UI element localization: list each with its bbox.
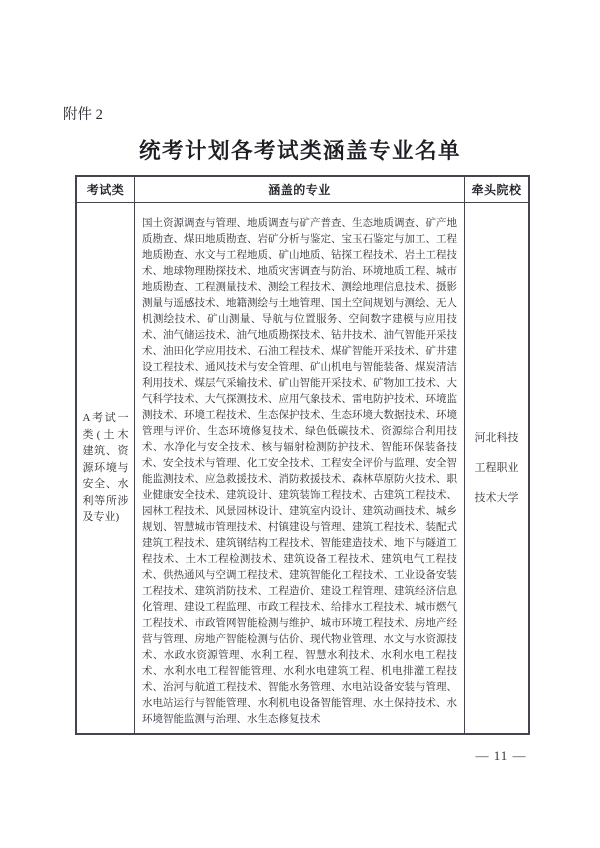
- header-lead-institution: 牵头院校: [471, 183, 522, 197]
- table-row: [77, 203, 528, 733]
- majors-table: [75, 175, 530, 735]
- attachment-label: 附件 2: [63, 107, 103, 123]
- table-header-row: [77, 177, 528, 203]
- covered-majors-text: 国土资源调查与管理、地质调查与矿产普查、生态地质调查、矿产地质勘查、煤田地质勘查、岩矿分析与鉴定、宝玉石鉴定与加工、工程地质勘查、水文与工程地质、矿山地质、钻探工程技术、岩土工程技术、地球物理勘探技术、地质灾害调查与防治、环境地质工程、城市地质勘查、工程测量技术、测绘工程技术、测绘地理信息技术、摄影测量与遥感技术、地籍测绘与土地管理、国土空间规划与测绘、无人机测绘技术、矿山测量、导航与位置服务、空间数字建模与应用技术、油气储运技术、油气地质勘探技术、钻井技术、油气智能开采技术、油田化学应用技术、石油工程技术、煤矿智能开采技术、矿井建设工程技术、通风技术与安全管理、矿山机电与智能装备、煤炭清洁利用技术、煤层气采输技术、矿山智能开采技术、矿物加工技术、大气科学技术、大气探测技术、应用气象技术、雷电防护技术、环境监测技术、环境工程技术、生态保护技术、生态环境大数据技术、环境管理与评价、生态环境修复技术、绿色低碳技术、资源综合利用技术、水净化与安全技术、核与辐射检测防护技术、智能环保装备技术、安全技术与管理、化工安全技术、工程安全评价与监理、安全智能监测技术、应急救援技术、消防救援技术、森林草原防火技术、职业健康安全技术、建筑设计、建筑装饰工程技术、古建筑工程技术、园林工程技术、风景园林设计、建筑室内设计、建筑动画技术、城乡规划、智慧城市管理技术、村镇建设与管理、建筑工程技术、装配式建筑工程技术、建筑钢结构工程技术、智能建造技术、地下与隧道工程技术、土木工程检测技术、建筑设备工程技术、建筑电气工程技术、供热通风与空调工程技术、建筑智能化工程技术、工业设备安装工程技术、建筑消防技术、工程造价、建设工程管理、建筑经济信息化管理、建设工程监理、市政工程技术、给排水工程技术、城市燃气工程技术、市政管网智能检测与维护、城市环境工程技术、房地产经营与管理、房地产智能检测与估价、现代物业管理、水文与水资源技术、水政水资源管理、水利工程、智慧水利技术、水利水电工程技术、水利水电工程智能管理、水利水电建筑工程、机电排灌工程技术、治河与航道工程技术、智能水务管理、水电站设备安装与管理、水电站运行与智能管理、水利机电设备智能管理、水土保持技术、水环境智能监测与治理、水生态修复技术: [142, 218, 457, 725]
- page-title: 统考计划各考试类涵盖专业名单: [138, 139, 461, 163]
- lead-institution-text: 河北科技工程职业技术大学: [474, 432, 519, 504]
- page-number: — 11 —: [475, 748, 527, 763]
- header-exam-category: 考试类: [77, 177, 135, 202]
- cell-covered-majors: [135, 203, 465, 733]
- cell-lead-institution: [465, 203, 528, 733]
- cell-exam-category: [77, 203, 135, 733]
- exam-category-text: A考试一类(土木建筑、资源环境与安全、水利等所涉及专业): [82, 411, 129, 524]
- header-covered-majors: 涵盖的专业: [135, 177, 465, 202]
